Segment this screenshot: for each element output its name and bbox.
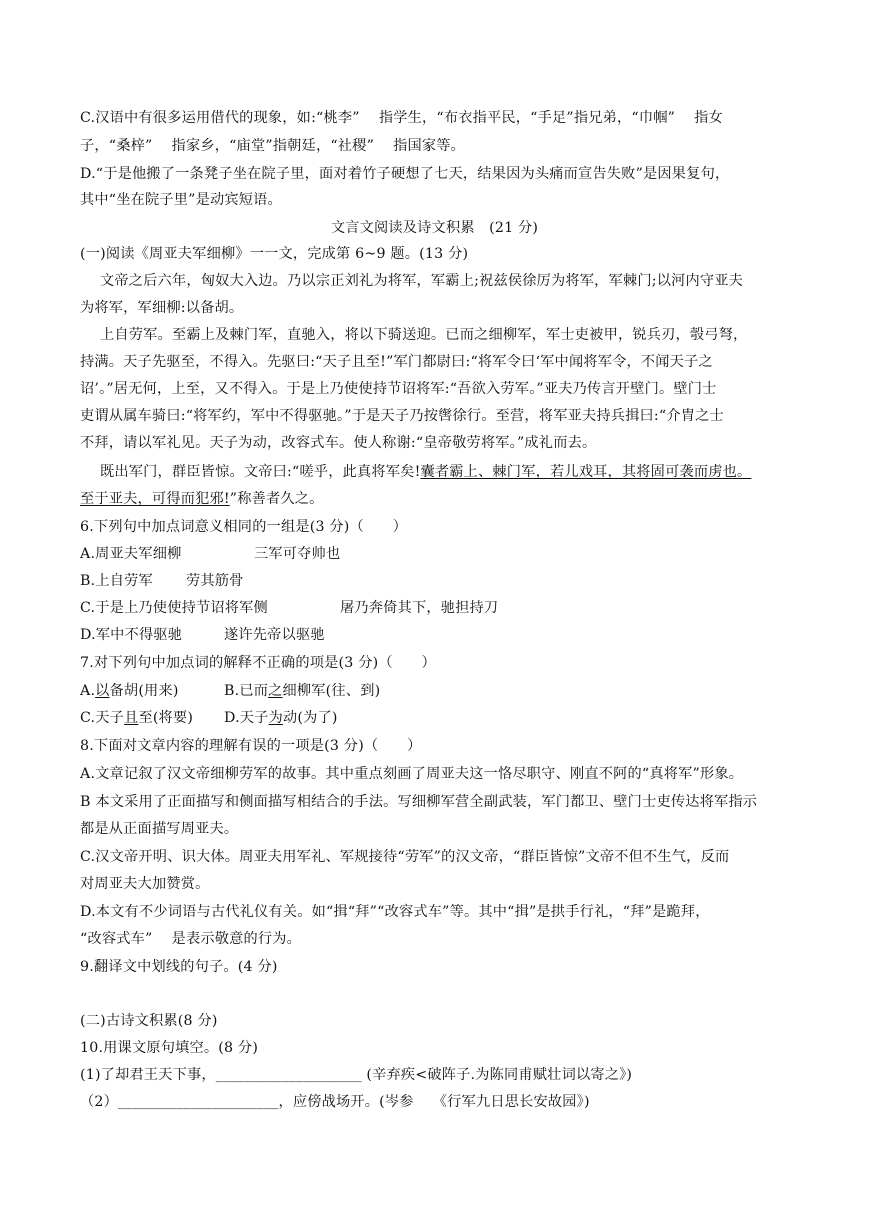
text-span: 既出军门，群臣皆惊。文帝曰:“嗟乎，此真将军矣! <box>100 464 421 480</box>
option-text: A. <box>80 683 96 699</box>
text-line: 子，“桑梓” 指家乡，“庙堂”指朝廷，“社稷” 指国家等。 <box>80 138 466 154</box>
question-8: 8.下面对文章内容的理解有误的一项是(3 分)（ ） <box>80 738 422 754</box>
option-line: C.汉文帝开明、识大体。周亚夫用军礼、军规接待“劳军”的汉文帝，“群臣皆惊”文帝不但不生气，反而 <box>80 849 730 865</box>
passage-paragraph-line <box>80 489 800 509</box>
passage-paragraph-line: 上自劳军。至霸上及棘门军，直驰入，将以下骑送迎。已而之细柳军，军士吏被甲，锐兵刃，彀弓弩， <box>100 327 748 343</box>
dotted-word: 以 <box>95 683 110 699</box>
option-text: 劳其筋骨 <box>186 573 244 589</box>
option-line: A.文章记叙了汉文帝细柳劳军的故事。其中重点刻画了周亚夫这一恪尽职守、刚直不阿的“真将军”形象。 <box>80 766 744 782</box>
option-line <box>80 544 800 564</box>
option-text: B.已而 <box>224 683 269 699</box>
option-line <box>80 598 800 618</box>
option-text: 遂许先帝以驱驰 <box>224 627 325 643</box>
option-line: B 本文采用了正面描写和侧面描写相结合的手法。写细柳军营全副武装，军门都卫、壁门士吏传达将军指示 <box>80 794 758 810</box>
option-text: C.于是上乃使使持节诏将军侧 <box>80 600 268 616</box>
option-text: C.天子 <box>80 710 125 726</box>
text-line: (一)阅读《周亚夫军细柳》一一文，完成第 6~9 题。(13 分) <box>80 246 469 262</box>
section-heading: 文言文阅读及诗文积累 (21 分) <box>330 220 539 236</box>
option-line <box>80 571 800 591</box>
question-6: 6.下列句中加点词意义相同的一组是(3 分)（ ） <box>80 519 408 535</box>
underlined-sentence: 至于亚夫，可得而犯邪! <box>80 491 230 507</box>
option-line <box>80 708 800 728</box>
option-text: B.上自劳军 <box>80 573 153 589</box>
option-line: “改容式车” 是表示敬意的行为。 <box>80 931 302 947</box>
option-text: 动(为了) <box>282 710 338 726</box>
passage-paragraph-line: 为将军，军细柳:以备胡。 <box>80 300 244 316</box>
passage-paragraph-line: 诏’。”居无何，上至，又不得入。于是上乃使使持节诏将军:“吾欲入劳军。”亚夫乃传言开壁门。壁门士 <box>80 381 717 397</box>
passage-paragraph-line: 持满。天子先驱至，不得入。先驱曰:“天子且至!”军门都尉曰:“将军令曰‘军中闻将军令，不闻天子之 <box>80 354 713 370</box>
option-text: 三军可夺帅也 <box>254 546 341 562</box>
fill-blank-line: （2）______________________，应傍战场开。(岑参 《行军九日思长安故园》) <box>80 1094 590 1110</box>
fill-blank-line: (1)了却君王天下事，____________________ (辛弃疾<破阵子.为陈同甫赋壮词以寄之》) <box>80 1067 633 1083</box>
question-7: 7.对下列句中加点词的解释不正确的项是(3 分)（ ） <box>80 655 436 671</box>
text-line: C.汉语中有很多运用借代的现象，如:“桃李” 指学生，“布衣指平民，“手足”指兄弟，“巾帼” 指女 <box>80 110 723 126</box>
option-text: 备胡(用来) <box>109 683 179 699</box>
question-9: 9.翻译文中划线的句子。(4 分) <box>80 959 278 975</box>
dotted-word: 且 <box>124 710 139 726</box>
text-line: 其中“坐在院子里”是动宾短语。 <box>80 192 282 208</box>
section-heading: (二)古诗文积累(8 分) <box>80 1013 218 1029</box>
option-text: 至(将要) <box>138 710 194 726</box>
text-line: D.“于是他搬了一条凳子坐在院子里，面对着竹子硬想了七天，结果因为头痛而宣告失败”是因果复句， <box>80 166 730 182</box>
option-text: D.军中不得驱驰 <box>80 627 183 643</box>
option-text: 细柳军(往、到) <box>282 683 381 699</box>
option-text: A.周亚夫军细柳 <box>80 546 182 562</box>
passage-paragraph-line: 吏谓从属车骑曰:“将军约，军中不得驱驰。”于是天子乃按辔徐行。至营，将军亚夫持兵揖曰:“介胄之士 <box>80 408 724 424</box>
option-text: 屠乃奔倚其下，驰担持刀 <box>340 600 499 616</box>
dotted-word: 之 <box>268 683 283 699</box>
option-line: 对周亚夫大加赞赏。 <box>80 876 210 892</box>
question-10: 10.用课文原句填空。(8 分) <box>80 1040 259 1056</box>
text-span: ”称善者久之。 <box>229 491 324 507</box>
option-line: 都是从正面描写周亚夫。 <box>80 821 239 837</box>
dotted-word: 为 <box>268 710 283 726</box>
option-line <box>80 625 800 645</box>
passage-paragraph-line: 不拜，请以军礼见。天子为动，改容式车。使人称谢:“皇帝敬劳将军。”成礼而去。 <box>80 435 597 451</box>
passage-paragraph-line <box>100 462 820 482</box>
passage-paragraph-line: 文帝之后六年，匈奴大入边。乃以宗正刘礼为将军，军霸上;祝兹侯徐厉为将军，军棘门;以河内守亚夫 <box>100 273 744 289</box>
option-line: D.本文有不少词语与古代礼仪有关。如“揖“拜”“改容式车”等。其中“揖”是拱手行礼，“拜”是跪拜， <box>80 904 710 920</box>
option-text: D.天子 <box>224 710 269 726</box>
underlined-sentence: 囊者霸上、棘门军，若儿戏耳，其将固可袭而虏也。 <box>420 464 752 480</box>
option-line <box>80 681 800 701</box>
